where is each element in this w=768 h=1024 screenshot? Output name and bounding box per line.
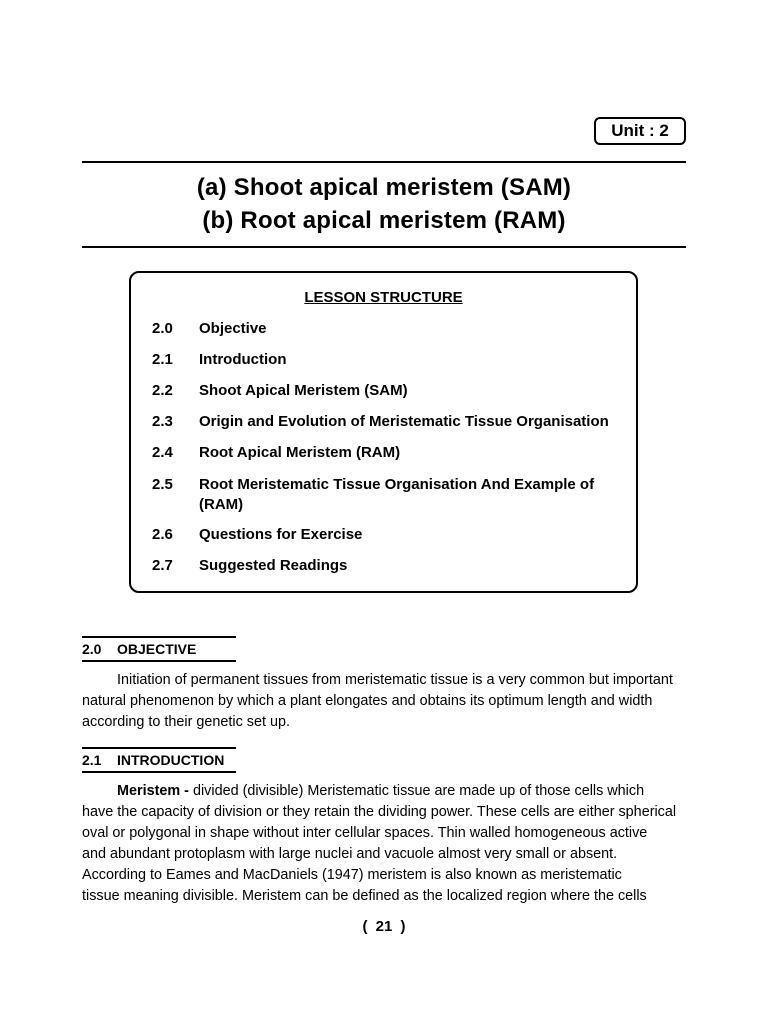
paragraph-line: natural phenomenon by which a plant elongates and obtains its optimum length and width bbox=[82, 693, 653, 709]
lesson-item-text: Root Apical Meristem (RAM) bbox=[199, 444, 401, 461]
title-line-a: (a) Shoot apical meristem (SAM) bbox=[196, 174, 572, 201]
lesson-item-text: Questions for Exercise bbox=[199, 526, 363, 543]
page-number: ( 21 ) bbox=[362, 918, 406, 935]
lesson-item-number: 2.0 bbox=[152, 320, 173, 337]
lesson-item-text: Origin and Evolution of Meristematic Tissue Organisation bbox=[199, 413, 609, 430]
lesson-structure-heading: LESSON STRUCTURE bbox=[304, 289, 463, 306]
lesson-structure-box bbox=[129, 271, 638, 593]
paragraph-line: and abundant protoplasm with large nuclei and vacuole almost very small or absent. bbox=[82, 846, 618, 862]
lesson-item-number: 2.4 bbox=[152, 444, 173, 461]
paragraph-line: have the capacity of division or they retain the dividing power. These cells are either spherical bbox=[82, 804, 677, 820]
paragraph-line-text: divided (divisible) Meristematic tissue are made up of those cells which bbox=[188, 783, 645, 799]
lead-term: Meristem - bbox=[117, 783, 189, 799]
lesson-item-number: 2.7 bbox=[152, 557, 173, 574]
lesson-item-number: 2.2 bbox=[152, 382, 173, 399]
lesson-item-number: 2.1 bbox=[152, 351, 173, 368]
introduction-paragraph bbox=[82, 781, 686, 907]
section-number: 2.1 bbox=[82, 752, 102, 768]
lesson-item-text: Objective bbox=[199, 320, 267, 337]
title-top-rule bbox=[82, 161, 686, 163]
lesson-item-number: 2.3 bbox=[152, 413, 173, 430]
paragraph-line: Initiation of permanent tissues from meristematic tissue is a very common but important bbox=[117, 672, 673, 688]
lesson-item-number: 2.5 bbox=[152, 476, 173, 493]
section-title: OBJECTIVE bbox=[117, 641, 197, 657]
paragraph-line: according to their genetic set up. bbox=[82, 714, 290, 730]
lesson-item-text: Root Meristematic Tissue Organisation And Example of (RAM) bbox=[199, 476, 595, 513]
objective-paragraph bbox=[82, 670, 686, 733]
paragraph-line bbox=[82, 781, 686, 802]
unit-label: Unit : 2 bbox=[594, 117, 686, 145]
paragraph-line: tissue meaning divisible. Meristem can be defined as the localized region where the cells bbox=[82, 888, 647, 904]
introduction-heading bbox=[82, 747, 236, 773]
section-title: INTRODUCTION bbox=[117, 752, 225, 768]
title-line-b: (b) Root apical meristem (RAM) bbox=[202, 207, 566, 234]
lesson-item-text: Introduction bbox=[199, 351, 287, 368]
lesson-item-text: Shoot Apical Meristem (SAM) bbox=[199, 382, 408, 399]
section-number: 2.0 bbox=[82, 641, 102, 657]
objective-heading bbox=[82, 636, 236, 662]
title-bottom-rule bbox=[82, 246, 686, 248]
paragraph-line: oval or polygonal in shape without inter cellular spaces. Thin walled homogeneous active bbox=[82, 825, 648, 841]
lesson-item-number: 2.6 bbox=[152, 526, 173, 543]
lesson-item-text: Suggested Readings bbox=[199, 557, 348, 574]
paragraph-line: According to Eames and MacDaniels (1947) meristem is also known as meristematic bbox=[82, 867, 622, 883]
